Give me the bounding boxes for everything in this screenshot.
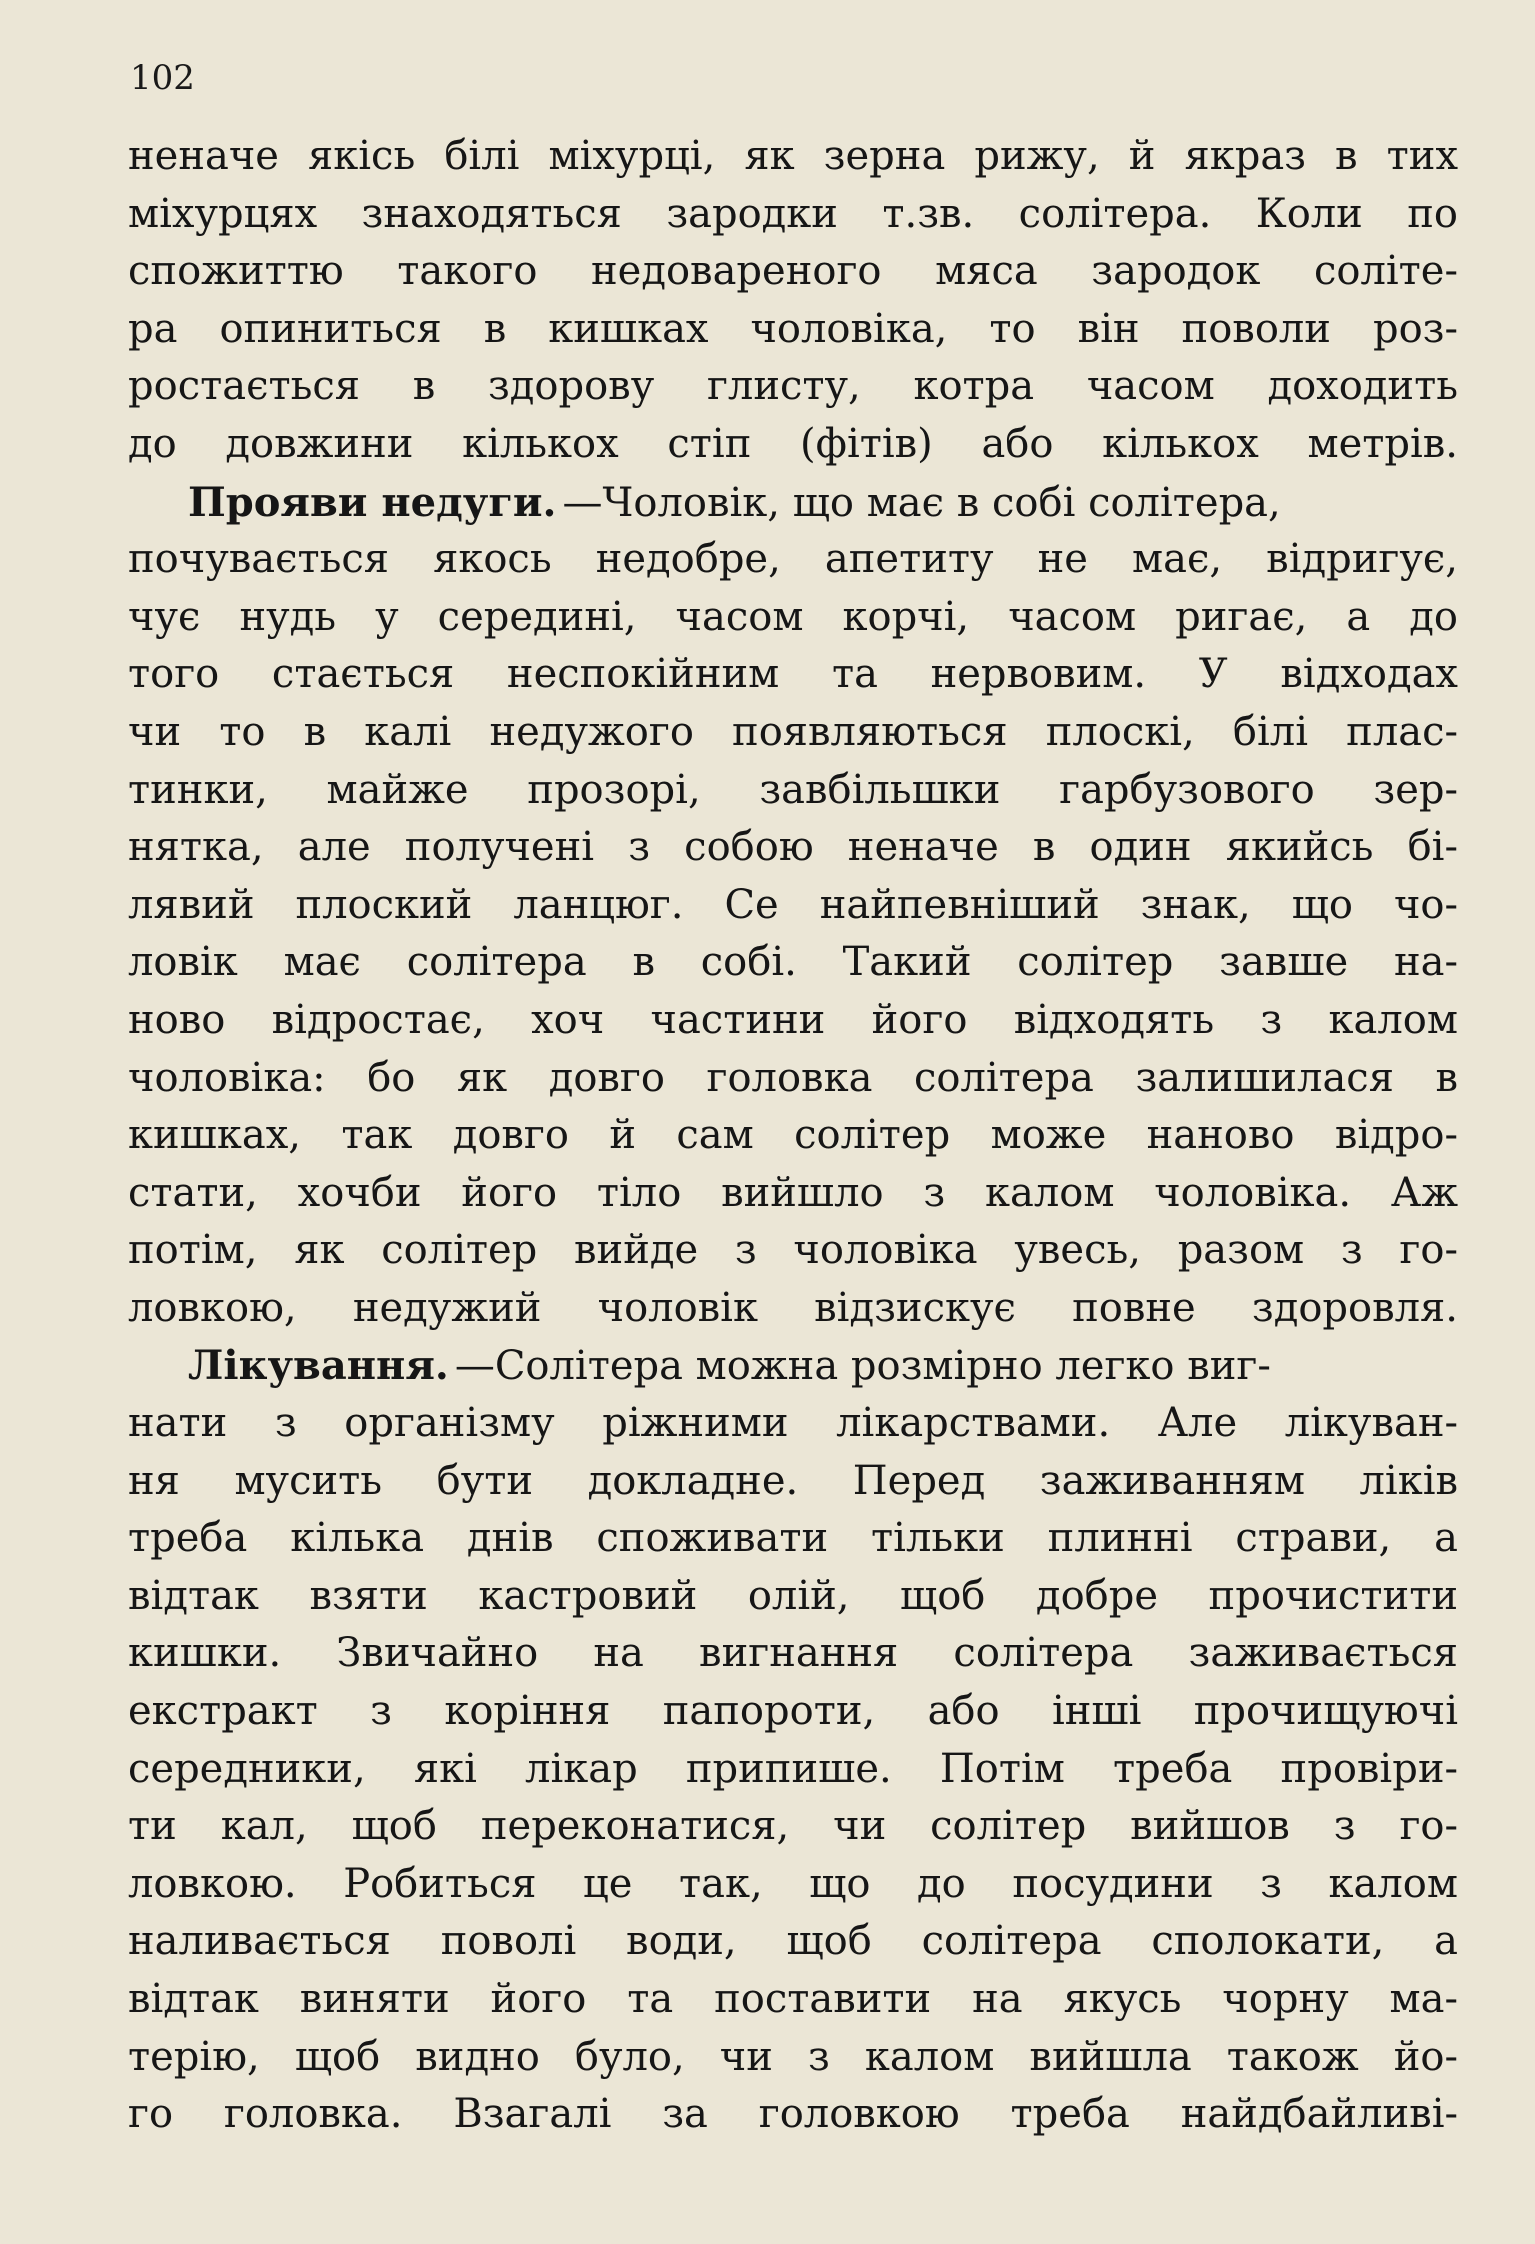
text-line: чує нудь у середині, часом корчі, часом ригає, а до [128,593,1458,640]
text-line: нятка, але получені з собою неначе в один якийсь бі- [128,824,1458,871]
text-line: міхурцях знаходяться зародки т.зв. солітера. Коли по [128,190,1458,237]
text-line: кишках, так довго й сам солітер може наново відро- [128,1112,1458,1159]
text-line: наливається поволі води, щоб солітера сполокати, а [128,1918,1458,1965]
section-heading-symptoms: Прояви недуги. [188,478,557,526]
text-line: терію, щоб видно було, чи з калом вийшла також йо- [128,2033,1458,2080]
text-line: кишки. Звичайно на вигнання солітера заживається [128,1630,1458,1677]
section-first-line-text: —Чоловік, що має в собі солітера, [562,479,1281,526]
page-number: 102 [130,58,195,98]
text-line: ростається в здорову глисту, котра часом доходить [128,363,1458,410]
text-line: чи то в калі недужого появляються плоскі, білі плас- [128,708,1458,755]
text-line: чоловіка: бо як довго головка солітера залишилася в [128,1054,1458,1101]
text-line: треба кілька днів споживати тільки плинні страви, а [128,1515,1458,1562]
text-line: тинки, майже прозорі, завбільшки гарбузового зер- [128,766,1458,813]
text-line: ти кал, щоб переконатися, чи солітер вийшов з го- [128,1803,1458,1850]
text-line: ловкою, недужий чоловік відзискує повне здоровля. [128,1284,1458,1331]
text-line: відтак виняти його та поставити на якусь чорну ма- [128,1976,1458,2022]
text-line: ловкою. Робиться це так, що до посудини з калом [128,1860,1458,1907]
text-line: відтак взяти кастровий олій, щоб добре прочистити [128,1572,1458,1619]
section-first-line [128,474,1458,532]
text-line: ра опиниться в кишках чоловіка, то він поволи роз- [128,305,1458,352]
section-first-line-text: —Солітера можна розмірно легко виг- [454,1343,1271,1390]
text-line: спожиттю такого недовареного мяса зародок соліте- [128,248,1458,295]
text-line: неначе якісь білі міхурці, як зерна рижу, й якраз в тих [128,133,1458,179]
text-line: до довжини кількох стіп (фітів) або кількох метрів. [128,420,1458,467]
section-heading-treatment: Лікування. [188,1342,449,1390]
text-line: лявий плоский ланцюг. Се найпевніший знак, що чо- [128,881,1458,928]
text-line: ня мусить бути докладне. Перед заживанням ліків [128,1457,1458,1504]
text-line: того стається неспокійним та нервовим. У відходах [128,651,1458,698]
text-line: ловік має солітера в собі. Такий солітер завше на- [128,939,1458,986]
text-line: потім, як солітер вийде з чоловіка увесь, разом з го- [128,1227,1458,1274]
text-line: почувається якось недобре, апетиту не має, відригує, [128,536,1458,583]
text-line: нати з організму ріжними лікарствами. Але лікуван- [128,1400,1458,1447]
text-line: стати, хочби його тіло вийшло з калом чоловіка. Аж [128,1169,1458,1216]
body-text [128,128,1458,2144]
text-line: ново відростає, хоч частини його відходять з калом [128,996,1458,1043]
text-line: екстракт з коріння папороти, або інші прочищуючі [128,1688,1458,1735]
section-first-line [128,1337,1458,1395]
text-line: го головка. Взагалі за головкою треба найдбайливі- [128,2091,1458,2138]
text-line: середники, які лікар припише. Потім треба провіри- [128,1745,1458,1792]
